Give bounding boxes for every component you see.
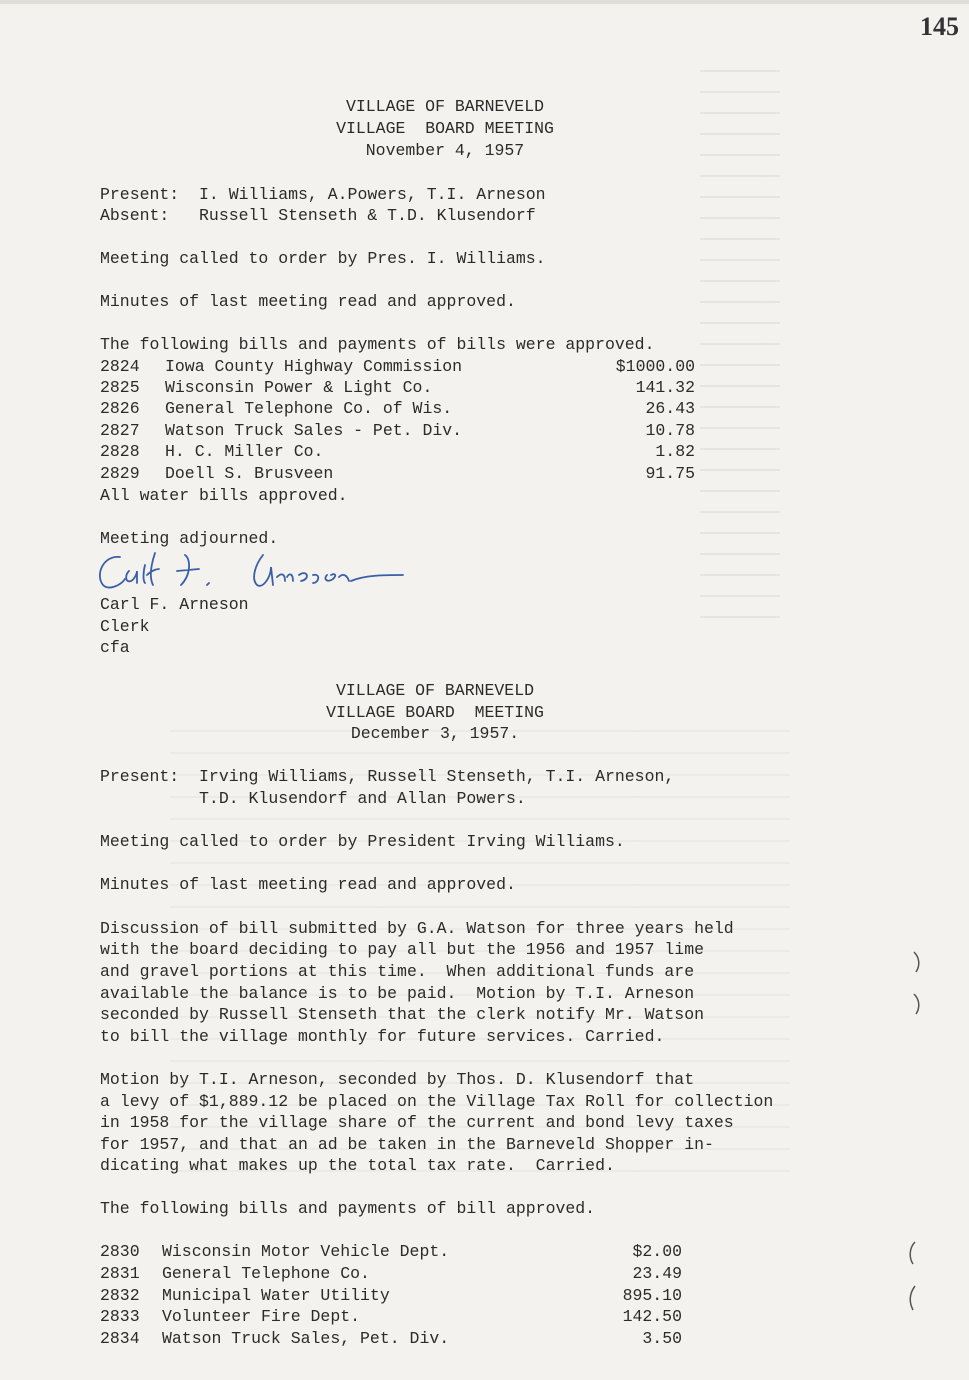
bill-number: 2834 xyxy=(100,1329,140,1348)
meeting2-header-line-3: December 3, 1957. xyxy=(350,724,520,743)
bill-payee: Watson Truck Sales, Pet. Div. xyxy=(162,1329,450,1348)
meeting1-absent: Absent: Russell Stenseth & T.D. Klusendorf xyxy=(100,206,536,225)
meeting1-header-line-3: November 4, 1957 xyxy=(365,141,525,160)
meeting2-present-line-2: T.D. Klusendorf and Allan Powers. xyxy=(100,789,526,808)
paragraph-line: Motion by T.I. Arneson, seconded by Thos. D. Klusendorf that xyxy=(100,1070,695,1089)
bill-amount: $1000.00 xyxy=(615,357,695,376)
page-edge xyxy=(0,0,969,4)
margin-mark xyxy=(905,1240,919,1315)
bill-number: 2833 xyxy=(100,1307,140,1326)
bill-number: 2826 xyxy=(100,399,140,418)
bill-payee: General Telephone Co. xyxy=(162,1264,370,1283)
bill-amount: 91.75 xyxy=(645,464,695,483)
bill-payee: General Telephone Co. of Wis. xyxy=(165,399,453,418)
meeting1-header-line-1: VILLAGE OF BARNEVELD xyxy=(345,97,545,116)
paragraph-line: and gravel portions at this time. When additional funds are xyxy=(100,962,695,981)
bill-number: 2830 xyxy=(100,1242,140,1261)
meeting1-present: Present: I. Williams, A.Powers, T.I. Arneson xyxy=(100,185,546,204)
meeting1-header-line-2: VILLAGE BOARD MEETING xyxy=(336,119,554,138)
paragraph-line: with the board deciding to pay all but the 1956 and 1957 lime xyxy=(100,940,704,959)
bill-payee: H. C. Miller Co. xyxy=(165,442,324,461)
bill-amount: 3.50 xyxy=(642,1329,682,1348)
bill-number: 2829 xyxy=(100,464,140,483)
paragraph-line: seconded by Russell Stenseth that the clerk notify Mr. Watson xyxy=(100,1005,704,1024)
paragraph-line: for 1957, and that an ad be taken in the Barneveld Shopper in- xyxy=(100,1135,714,1154)
clerk-title: Clerk xyxy=(100,617,150,636)
bill-amount: $2.00 xyxy=(632,1242,682,1261)
bill-amount: 26.43 xyxy=(645,399,695,418)
bleed-through xyxy=(700,70,780,630)
bill-number: 2832 xyxy=(100,1286,140,1305)
bill-payee: Doell S. Brusveen xyxy=(165,464,334,483)
bill-payee: Volunteer Fire Dept. xyxy=(162,1307,361,1326)
meeting1-adjourned: Meeting adjourned. xyxy=(100,529,279,548)
meeting2-present-line-1: Present: Irving Williams, Russell Stenseth, T.I. Arneson, xyxy=(100,767,675,786)
bill-amount: 895.10 xyxy=(622,1286,682,1305)
paragraph-line: available the balance is to be paid. Motion by T.I. Arneson xyxy=(100,984,695,1003)
meeting1-bills-intro: The following bills and payments of bills were approved. xyxy=(100,335,655,354)
bill-payee: Wisconsin Power & Light Co. xyxy=(165,378,433,397)
bill-payee: Wisconsin Motor Vehicle Dept. xyxy=(162,1242,450,1261)
bill-amount: 23.49 xyxy=(632,1264,682,1283)
clerk-initials: cfa xyxy=(100,638,130,657)
bill-amount: 142.50 xyxy=(622,1307,682,1326)
meeting2-minutes: Minutes of last meeting read and approved. xyxy=(100,875,516,894)
bill-payee: Municipal Water Utility xyxy=(162,1286,390,1305)
meeting2-header-line-2: VILLAGE BOARD MEETING xyxy=(326,703,544,722)
bill-payee: Iowa County Highway Commission xyxy=(165,357,463,376)
bill-amount: 1.82 xyxy=(655,442,695,461)
paragraph-line: in 1958 for the village share of the current and bond levy taxes xyxy=(100,1113,734,1132)
bill-amount: 141.32 xyxy=(635,378,695,397)
paragraph-line: dicating what makes up the total tax rate. Carried. xyxy=(100,1156,615,1175)
paragraph-line: a levy of $1,889.12 be placed on the Village Tax Roll for collection xyxy=(100,1092,774,1111)
meeting2-called: Meeting called to order by President Irving Williams. xyxy=(100,832,625,851)
bill-payee: Watson Truck Sales - Pet. Div. xyxy=(165,421,463,440)
page-number: 145 xyxy=(920,12,959,41)
meeting1-water-bills: All water bills approved. xyxy=(100,486,348,505)
meeting1-called: Meeting called to order by Pres. I. Williams. xyxy=(100,249,546,268)
bill-number: 2824 xyxy=(100,357,140,376)
paragraph-line: Discussion of bill submitted by G.A. Watson for three years held xyxy=(100,919,734,938)
meeting1-minutes: Minutes of last meeting read and approved. xyxy=(100,292,516,311)
bill-number: 2827 xyxy=(100,421,140,440)
bill-amount: 10.78 xyxy=(645,421,695,440)
paragraph-line: to bill the village monthly for future services. Carried. xyxy=(100,1027,665,1046)
bill-number: 2825 xyxy=(100,378,140,397)
bill-number: 2828 xyxy=(100,442,140,461)
clerk-name: Carl F. Arneson xyxy=(100,595,249,614)
clerk-signature xyxy=(95,545,415,595)
meeting2-bills-intro: The following bills and payments of bill approved. xyxy=(100,1199,596,1218)
bill-number: 2831 xyxy=(100,1264,140,1283)
margin-mark xyxy=(910,950,924,1020)
meeting2-header-line-1: VILLAGE OF BARNEVELD xyxy=(335,681,535,700)
